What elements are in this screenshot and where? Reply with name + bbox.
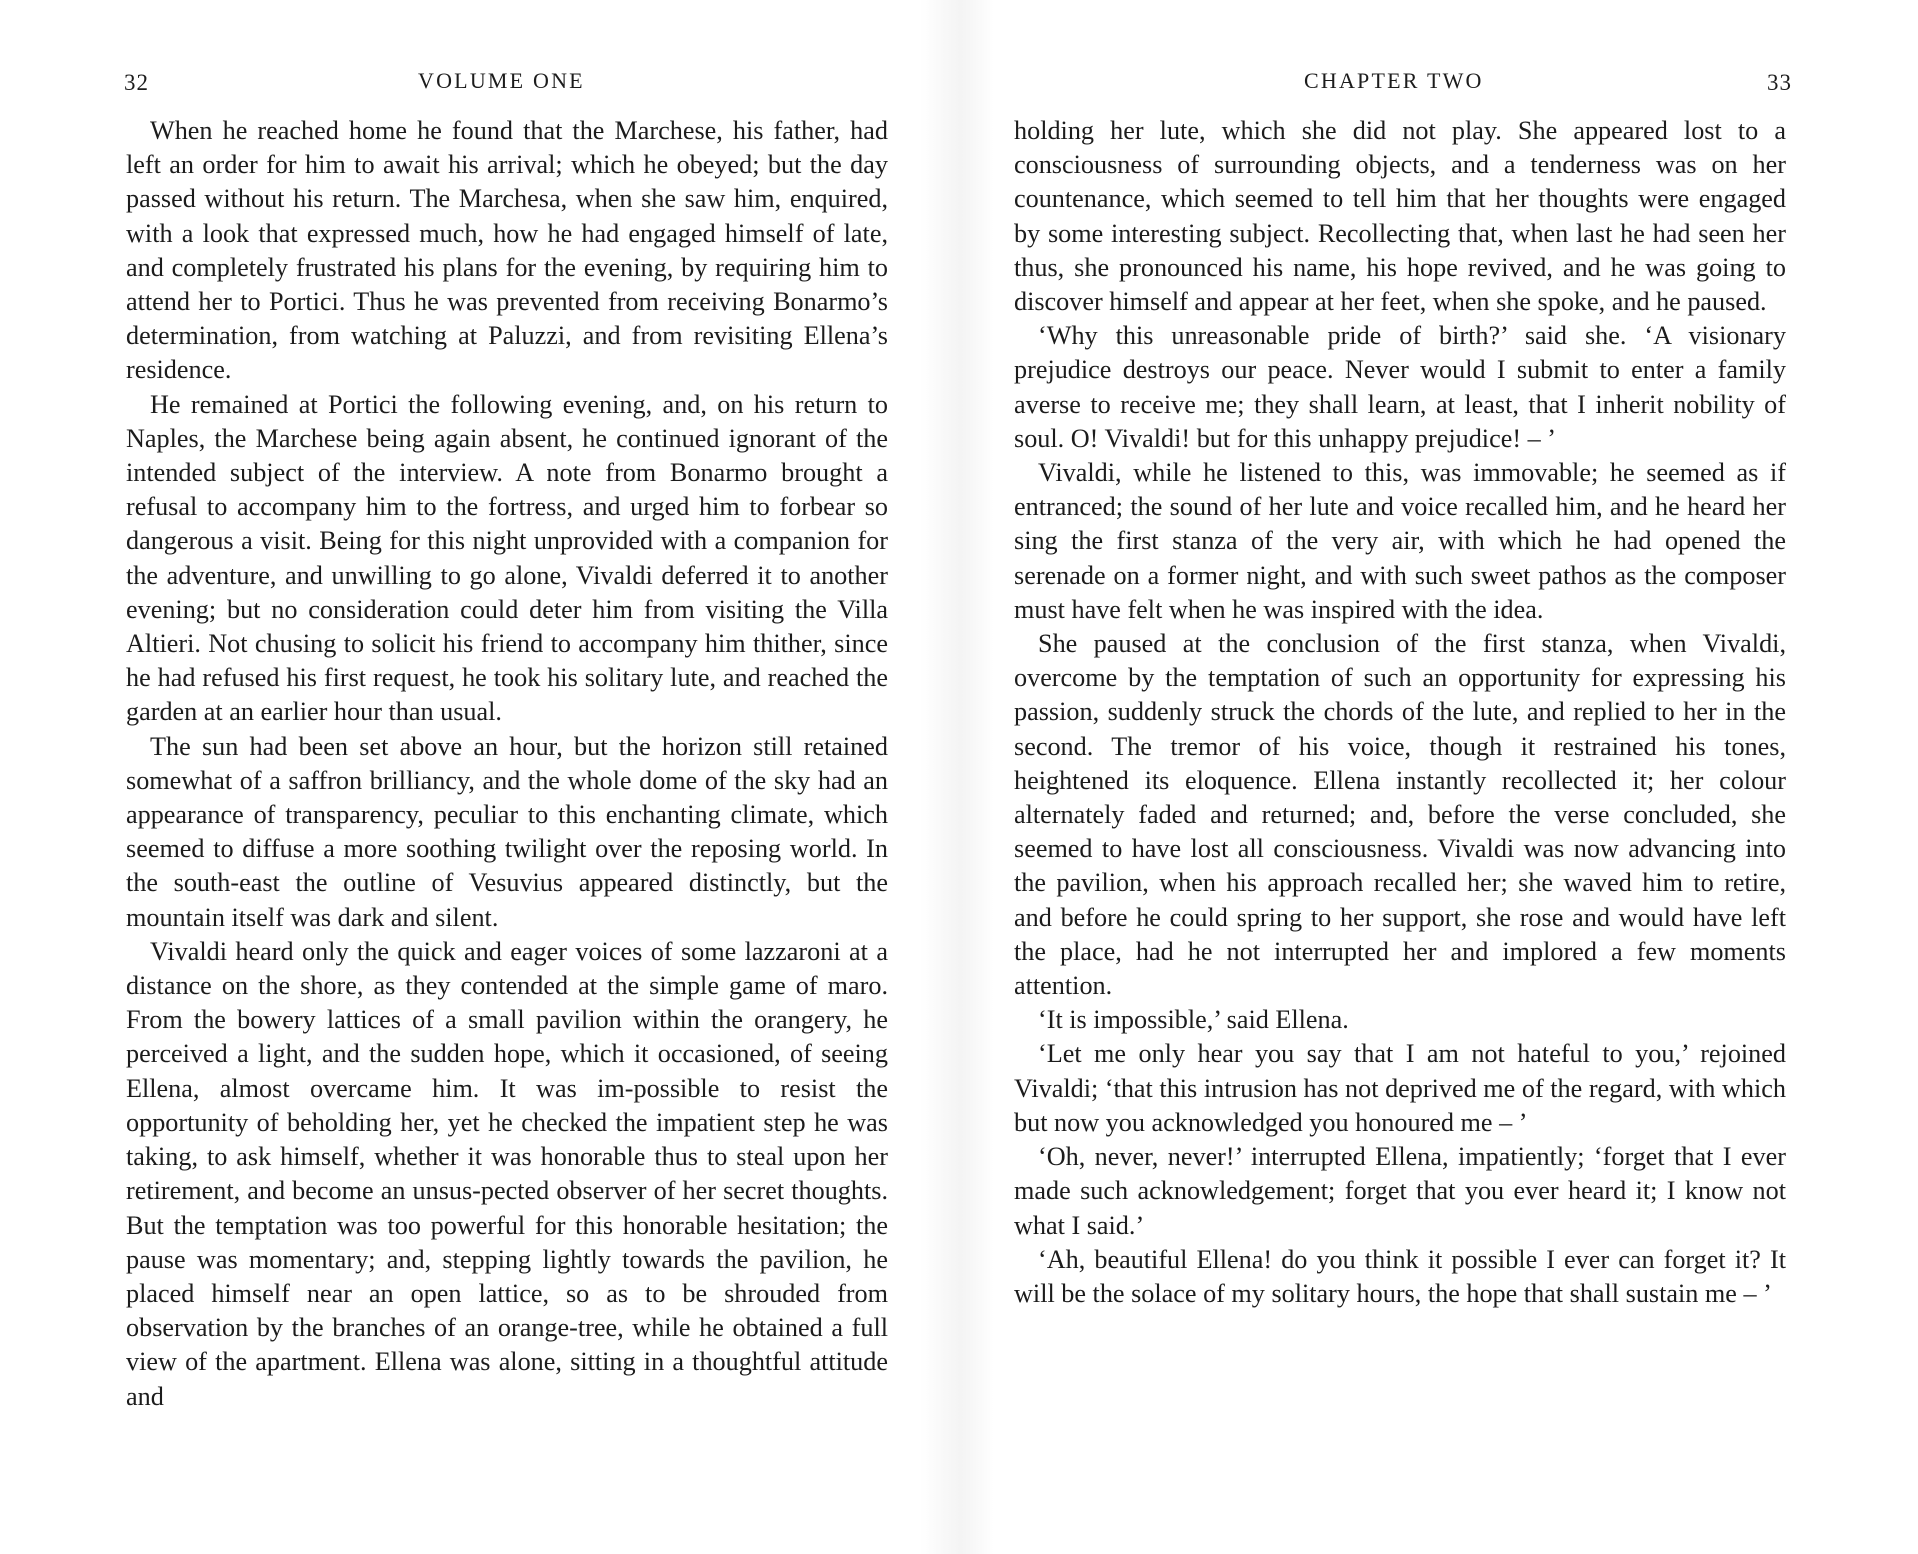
paragraph: When he reached home he found that the Marchese, his father, had left an order for him to await his arrival; which he obeyed; but the day passed without his return. The Marchesa, when she saw him, enquired, with a look that expressed much, how he had engaged himself of late, and completely frustrated his plans for the evening, by requiring him to attend her to Portici. Thus he was prevented from receiving Bonarmo’s determination, from watching at Paluzzi, and from revisiting Ellena’s residence.	[126, 116, 888, 385]
paragraph: ‘Oh, never, never!’ interrupted Ellena, impatiently; ‘forget that I ever made such acknowledgement; forget that you ever heard it; I know not what I said.’	[1014, 1142, 1786, 1240]
book-gutter	[920, 0, 994, 1554]
paragraph: The sun had been set above an hour, but the horizon still retained somewhat of a saffron brilliancy, and the whole dome of the sky had an appearance of transparency, peculiar to this enchanting climate, which seemed to diffuse a more soothing twilight over the reposing world. In the south-east the outline of Vesuvius appeared distinctly, but the mountain itself was dark and silent.	[126, 731, 888, 932]
paragraph: Vivaldi heard only the quick and eager voices of some lazzaroni at a distance on the shore, as they contended at the simple game of maro. From the bowery lattices of a small pavilion within the orangery, he perceived a light, and the sudden hope, which it occasioned, of seeing Ellena, almost overcame him. It was im-possible to resist the opportunity of beholding her, yet he checked the impatient step he was taking, to ask himself, whether it was honorable thus to steal upon her retirement, and become an unsus-pected observer of her secret thoughts. But the temptation was too powerful for this honorable hesitation; the pause was momentary; and, stepping lightly towards the pavilion, he placed himself near an open lattice, so as to be shrouded from observation by the branches of an orange-tree, while he obtained a full view of the apartment. Ellena was alone, sitting in a thoughtful attitude and	[126, 936, 888, 1411]
paragraph: ‘Ah, beautiful Ellena! do you think it possible I ever can forget it? It will be the solace of my solitary hours, the hope that shall sustain me – ’	[1014, 1244, 1786, 1308]
running-head: CHAPTER TWO	[1304, 68, 1484, 93]
body-text	[1014, 114, 1786, 1311]
left-page	[0, 0, 920, 1554]
paragraph: ‘It is impossible,’ said Ellena.	[1038, 1005, 1349, 1035]
paragraph: Vivaldi, while he listened to this, was immovable; he seemed as if entranced; the sound of her lute and voice recalled him, and he heard her sing the first stanza of the very air, with which he had opened the serenade on a former night, and with such sweet pathos as the composer must have felt when he was inspired with the idea.	[1014, 458, 1786, 624]
paragraph: She paused at the conclusion of the first stanza, when Vivaldi, overcome by the temptation of such an opportunity for expressing his passion, suddenly struck the chords of the lute, and replied to her in the second. The tremor of his voice, though it restrained his tones, heightened its eloquence. Ellena instantly recollected it; her colour alternately faded and returned; and, before the verse concluded, she seemed to have lost all consciousness. Vivaldi was now advancing into the pavilion, when his approach recalled her; she waved him to retire, and before he could spring to her support, she rose and would have left the place, had he not interrupted her and implored a few moments attention.	[1014, 629, 1786, 1001]
paragraph: ‘Why this unreasonable pride of birth?’ said she. ‘A visionary prejudice destroys our peace. Never would I submit to enter a family averse to receive me; they shall learn, at least, that I inherit nobility of soul. O! Vivaldi! but for this unhappy prejudice! – ’	[1014, 321, 1786, 453]
body-text	[126, 114, 888, 1414]
right-page	[994, 0, 1918, 1554]
page-number: 33	[1767, 70, 1792, 95]
paragraph-continuation: holding her lute, which she did not play. She appeared lost to a consciousness of surrounding objects, and a tenderness was on her countenance, which seemed to tell him that her thoughts were engaged by some interesting subject. Recollecting that, when last he had seen her thus, she pronounced his name, his hope revived, and he was going to discover himself and appear at her feet, when she spoke, and he paused.	[1014, 116, 1786, 317]
running-head: VOLUME ONE	[418, 68, 585, 93]
paragraph: He remained at Portici the following evening, and, on his return to Naples, the Marchese being again absent, he continued ignorant of the intended subject of the interview. A note from Bonarmo brought a refusal to accompany him to the fortress, and urged him to forbear so dangerous a visit. Being for this night unprovided with a companion for the adventure, and unwilling to go alone, Vivaldi deferred it to another evening; but no consideration could deter him from visiting the Villa Altieri. Not chusing to solicit his friend to accompany him thither, since he had refused his first request, he took his solitary lute, and reached the garden at an earlier hour than usual.	[126, 389, 888, 727]
paragraph: ‘Let me only hear you say that I am not hateful to you,’ rejoined Vivaldi; ‘that this intrusion has not deprived me of the regard, with which but now you acknowledged you honoured me – ’	[1014, 1039, 1786, 1137]
page-number: 32	[124, 70, 149, 95]
